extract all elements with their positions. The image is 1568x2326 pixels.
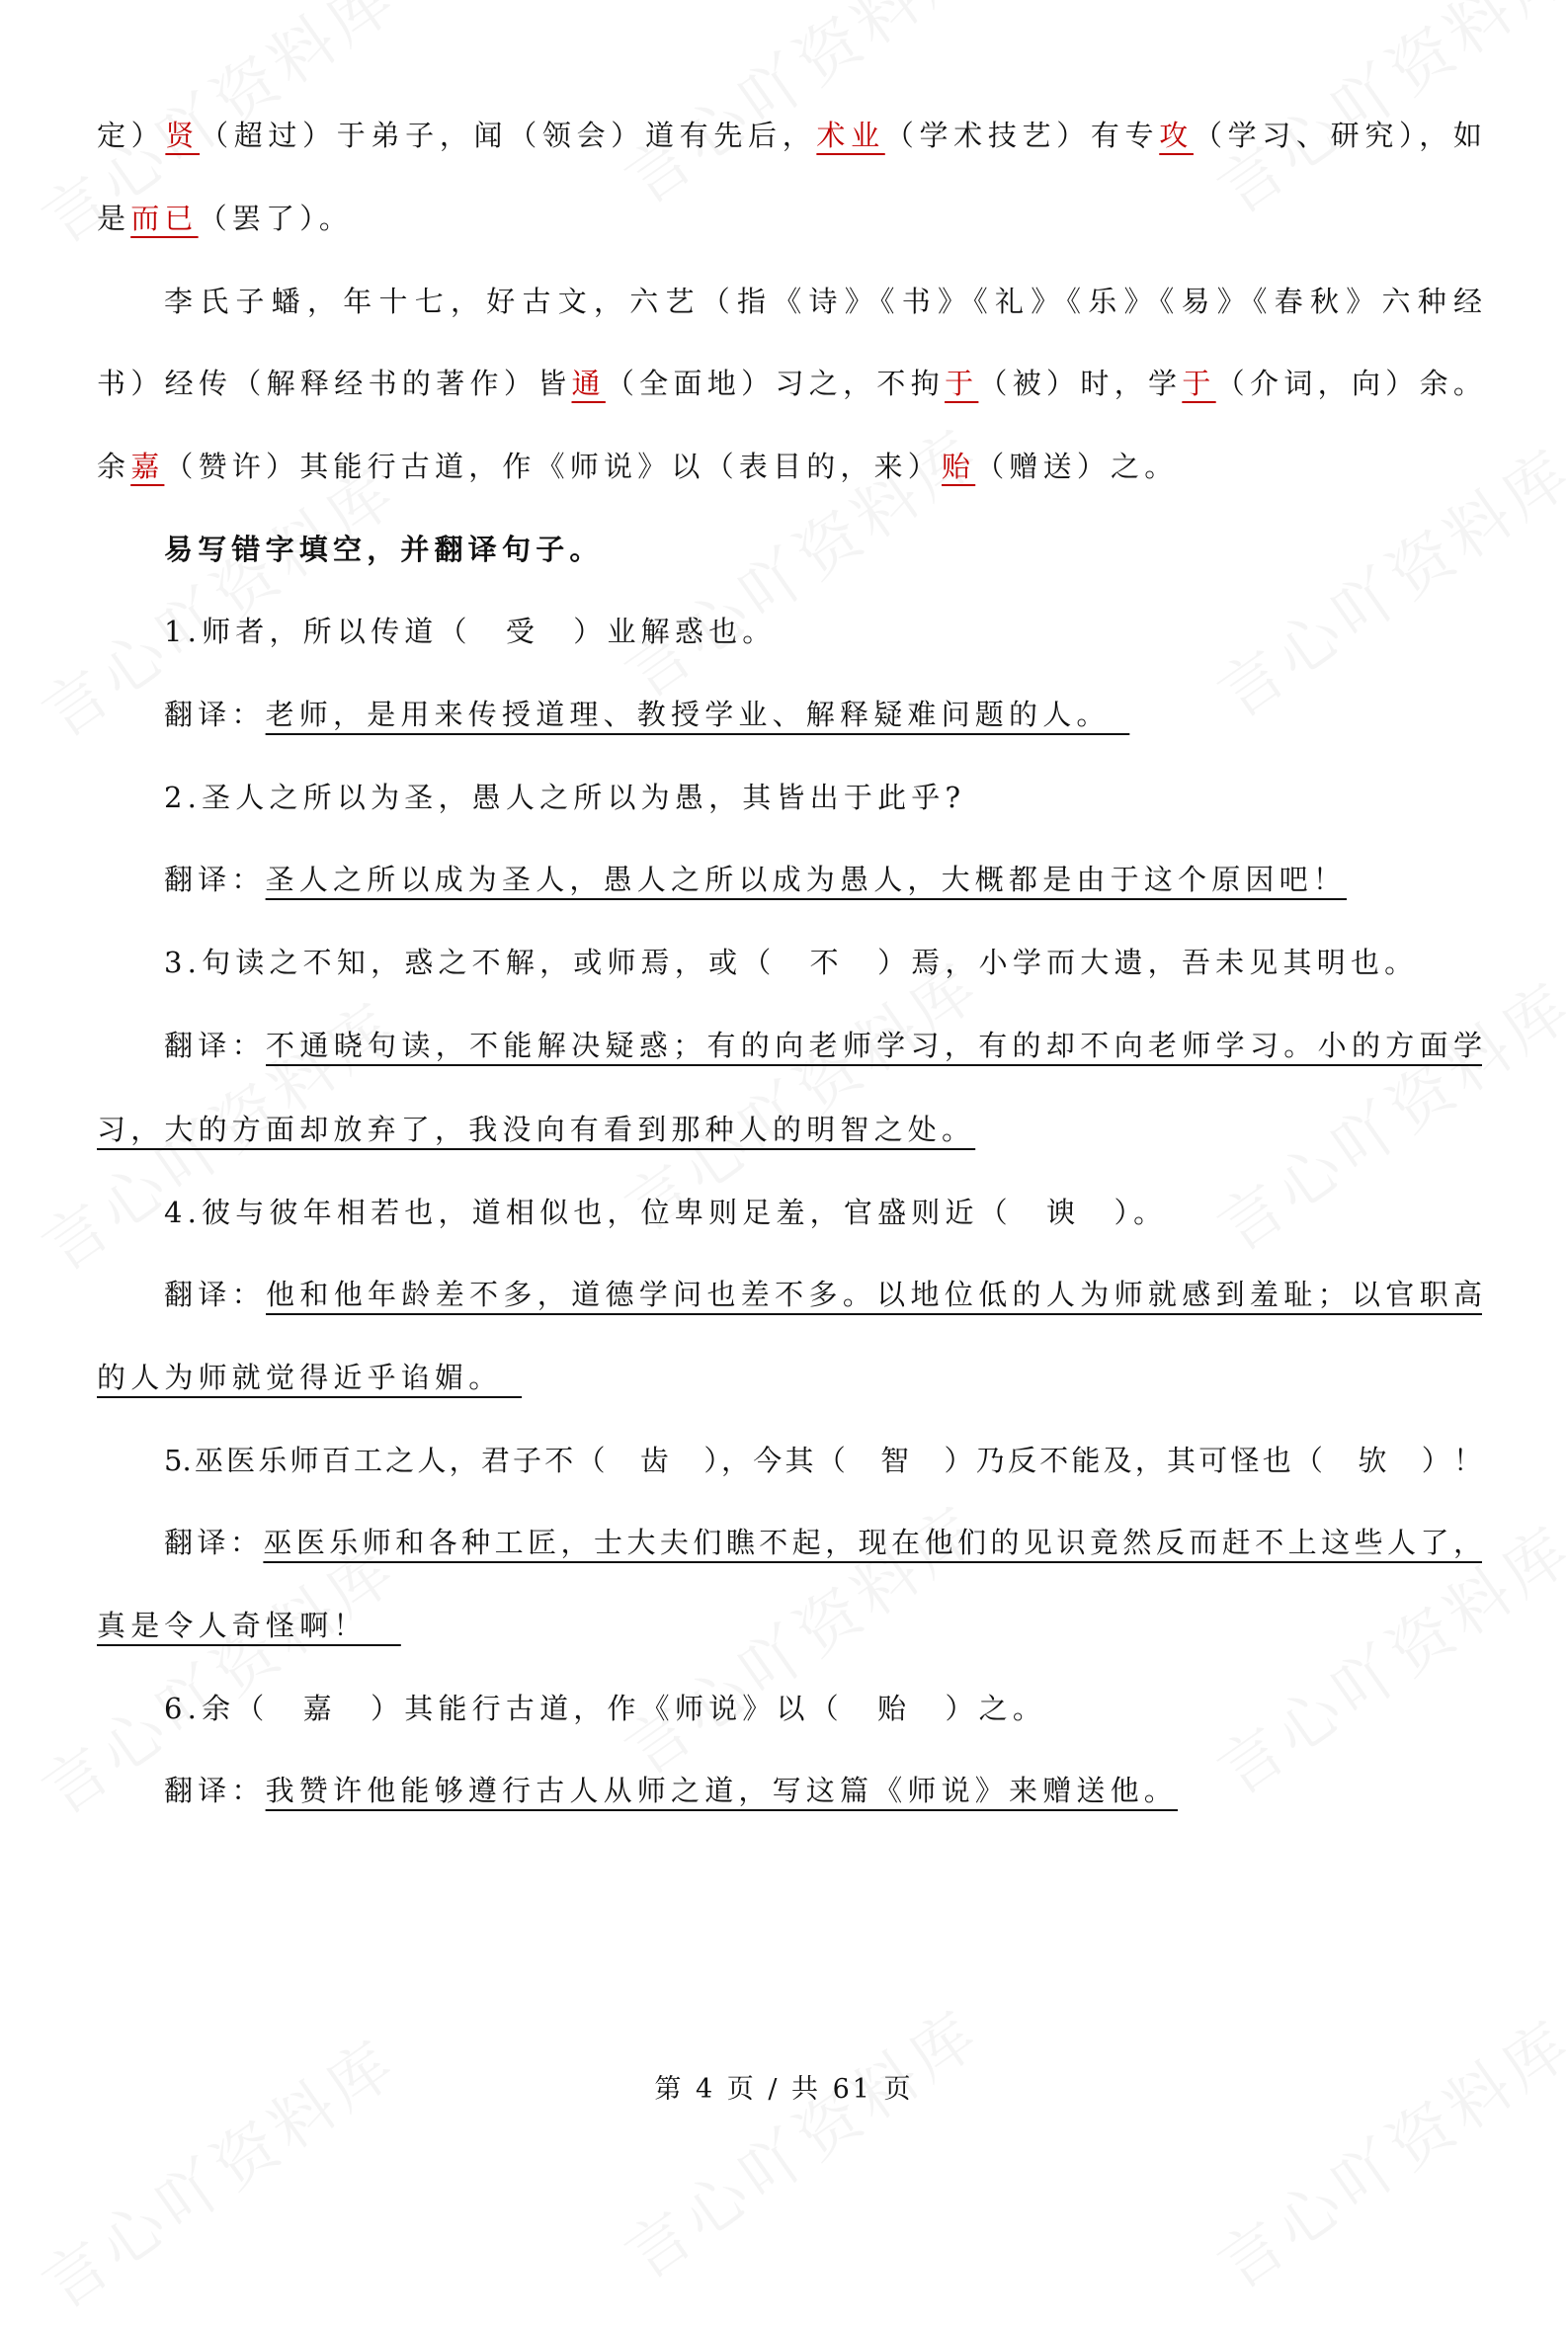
watermark-logo — [605, 0, 997, 221]
text-segment: 6.余（ 嘉 ）其能行古道，作《师说》以（ 贻 ）之。 — [164, 1692, 1047, 1725]
text-segment: 翻译： — [164, 863, 266, 896]
page-footer: 第 4 页 / 共 61 页 — [654, 2074, 914, 2105]
text-line — [164, 1024, 1482, 1067]
text-segment: （被）时，学 — [978, 367, 1183, 400]
text-segment: （学习、研究），如 — [1193, 119, 1482, 152]
text-line — [164, 1687, 1482, 1730]
text-line — [164, 941, 1482, 984]
watermark-logo — [22, 2014, 414, 2326]
text-segment: （学术技艺）有专 — [884, 119, 1160, 152]
text-segment: 翻译： — [164, 1278, 267, 1311]
text-segment: 书）经传（解释经书的著作）皆 — [97, 367, 572, 400]
text-line — [164, 1273, 1482, 1316]
text-segment: 翻译： — [164, 698, 266, 731]
translation-text: 真是令人奇怪啊！ — [97, 1609, 401, 1642]
highlighted-word: 于 — [1182, 367, 1216, 400]
highlighted-word: 术业 — [816, 119, 885, 152]
text-line — [164, 693, 1482, 736]
text-segment: （介词，向）余。 — [1215, 367, 1482, 400]
text-line — [97, 114, 1482, 157]
watermark-logo — [1197, 1994, 1568, 2306]
translation-text: 圣人之所以成为圣人，愚人之所以成为愚人，大概都是由于这个原因吧！ — [265, 863, 1348, 896]
text-segment: 是 — [97, 202, 131, 235]
text-line — [97, 1356, 1482, 1399]
text-line — [97, 1604, 1482, 1647]
text-line — [164, 280, 1482, 323]
text-segment: （罢了）。 — [198, 202, 354, 235]
text-line — [164, 1191, 1482, 1234]
text-line — [164, 528, 1482, 571]
text-segment: 翻译： — [164, 1526, 264, 1559]
translation-text: 不通晓句读，不能解决疑惑；有的向老师学习，有的却不向老师学习。小的方面学 — [266, 1029, 1482, 1062]
text-segment: （全面地）习之，不拘 — [605, 367, 946, 400]
text-line — [164, 776, 1482, 819]
text-line — [97, 445, 1482, 488]
text-line — [164, 610, 1482, 653]
text-segment: 李氏子蟠，年十七，好古文，六艺（指《诗》《书》《礼》《乐》《易》《春秋》六种经 — [164, 285, 1482, 318]
text-line — [164, 858, 1482, 901]
text-line — [97, 1108, 1482, 1151]
text-segment: 翻译： — [164, 1029, 267, 1062]
text-segment: （超过）于弟子，闻（领会）道有先后， — [200, 119, 817, 152]
highlighted-word: 贤 — [165, 119, 201, 152]
highlighted-word: 攻 — [1159, 119, 1194, 152]
translation-text: 习，大的方面却放弃了，我没向有看到那种人的明智之处。 — [97, 1113, 976, 1146]
highlighted-word: 嘉 — [130, 450, 165, 483]
translation-text: 巫医乐师和各种工匠，士大夫们瞧不起，现在他们的见识竟然反而赶不上这些人了， — [263, 1526, 1482, 1559]
section-heading: 易写错字填空，并翻译句子。 — [164, 533, 604, 566]
text-segment: 4.彼与彼年相若也，道相似也，位卑则足羞，官盛则近（ 谀 ）。 — [164, 1196, 1168, 1229]
translation-text: 他和他年龄差不多，道德学问也差不多。以地位低的人为师就感到羞耻；以官职高 — [266, 1278, 1482, 1311]
text-line — [164, 1439, 1482, 1482]
translation-text: 我赞许他能够遵行古人从师之道，写这篇《师说》来赠送他。 — [265, 1774, 1179, 1807]
text-segment: 5.巫医乐师百工之人，君子不（ 齿 ），今其（ 智 ）乃反不能及，其可怪也（ 欤 ）！ — [164, 1444, 1482, 1477]
translation-text: 的人为师就觉得近乎谄媚。 — [97, 1361, 523, 1394]
highlighted-word: 贻 — [942, 450, 976, 483]
text-segment: 余 — [97, 450, 131, 483]
text-segment: 3.句读之不知，惑之不解，或师焉，或（ 不 ）焉，小学而大遗，吾未见其明也。 — [164, 946, 1419, 979]
text-line — [97, 197, 1482, 240]
text-segment: 定） — [97, 119, 166, 152]
text-segment: （赠送）之。 — [975, 450, 1179, 483]
highlighted-word: 于 — [945, 367, 979, 400]
translation-text: 老师，是用来传授道理、教授学业、解释疑难问题的人。 — [265, 698, 1130, 731]
watermark-logo — [605, 1984, 997, 2296]
highlighted-word: 通 — [571, 367, 606, 400]
text-segment: 1.师者，所以传道（ 受 ）业解惑也。 — [164, 615, 777, 648]
text-segment: 2.圣人之所以为圣，愚人之所以为愚，其皆出于此乎? — [164, 781, 966, 814]
text-line — [97, 362, 1482, 405]
text-line — [164, 1521, 1482, 1564]
text-line — [164, 1769, 1482, 1812]
highlighted-word: 而已 — [130, 202, 199, 235]
text-segment: （赞许）其能行古道，作《师说》以（表目的，来） — [164, 450, 943, 483]
text-segment: 翻译： — [164, 1774, 266, 1807]
